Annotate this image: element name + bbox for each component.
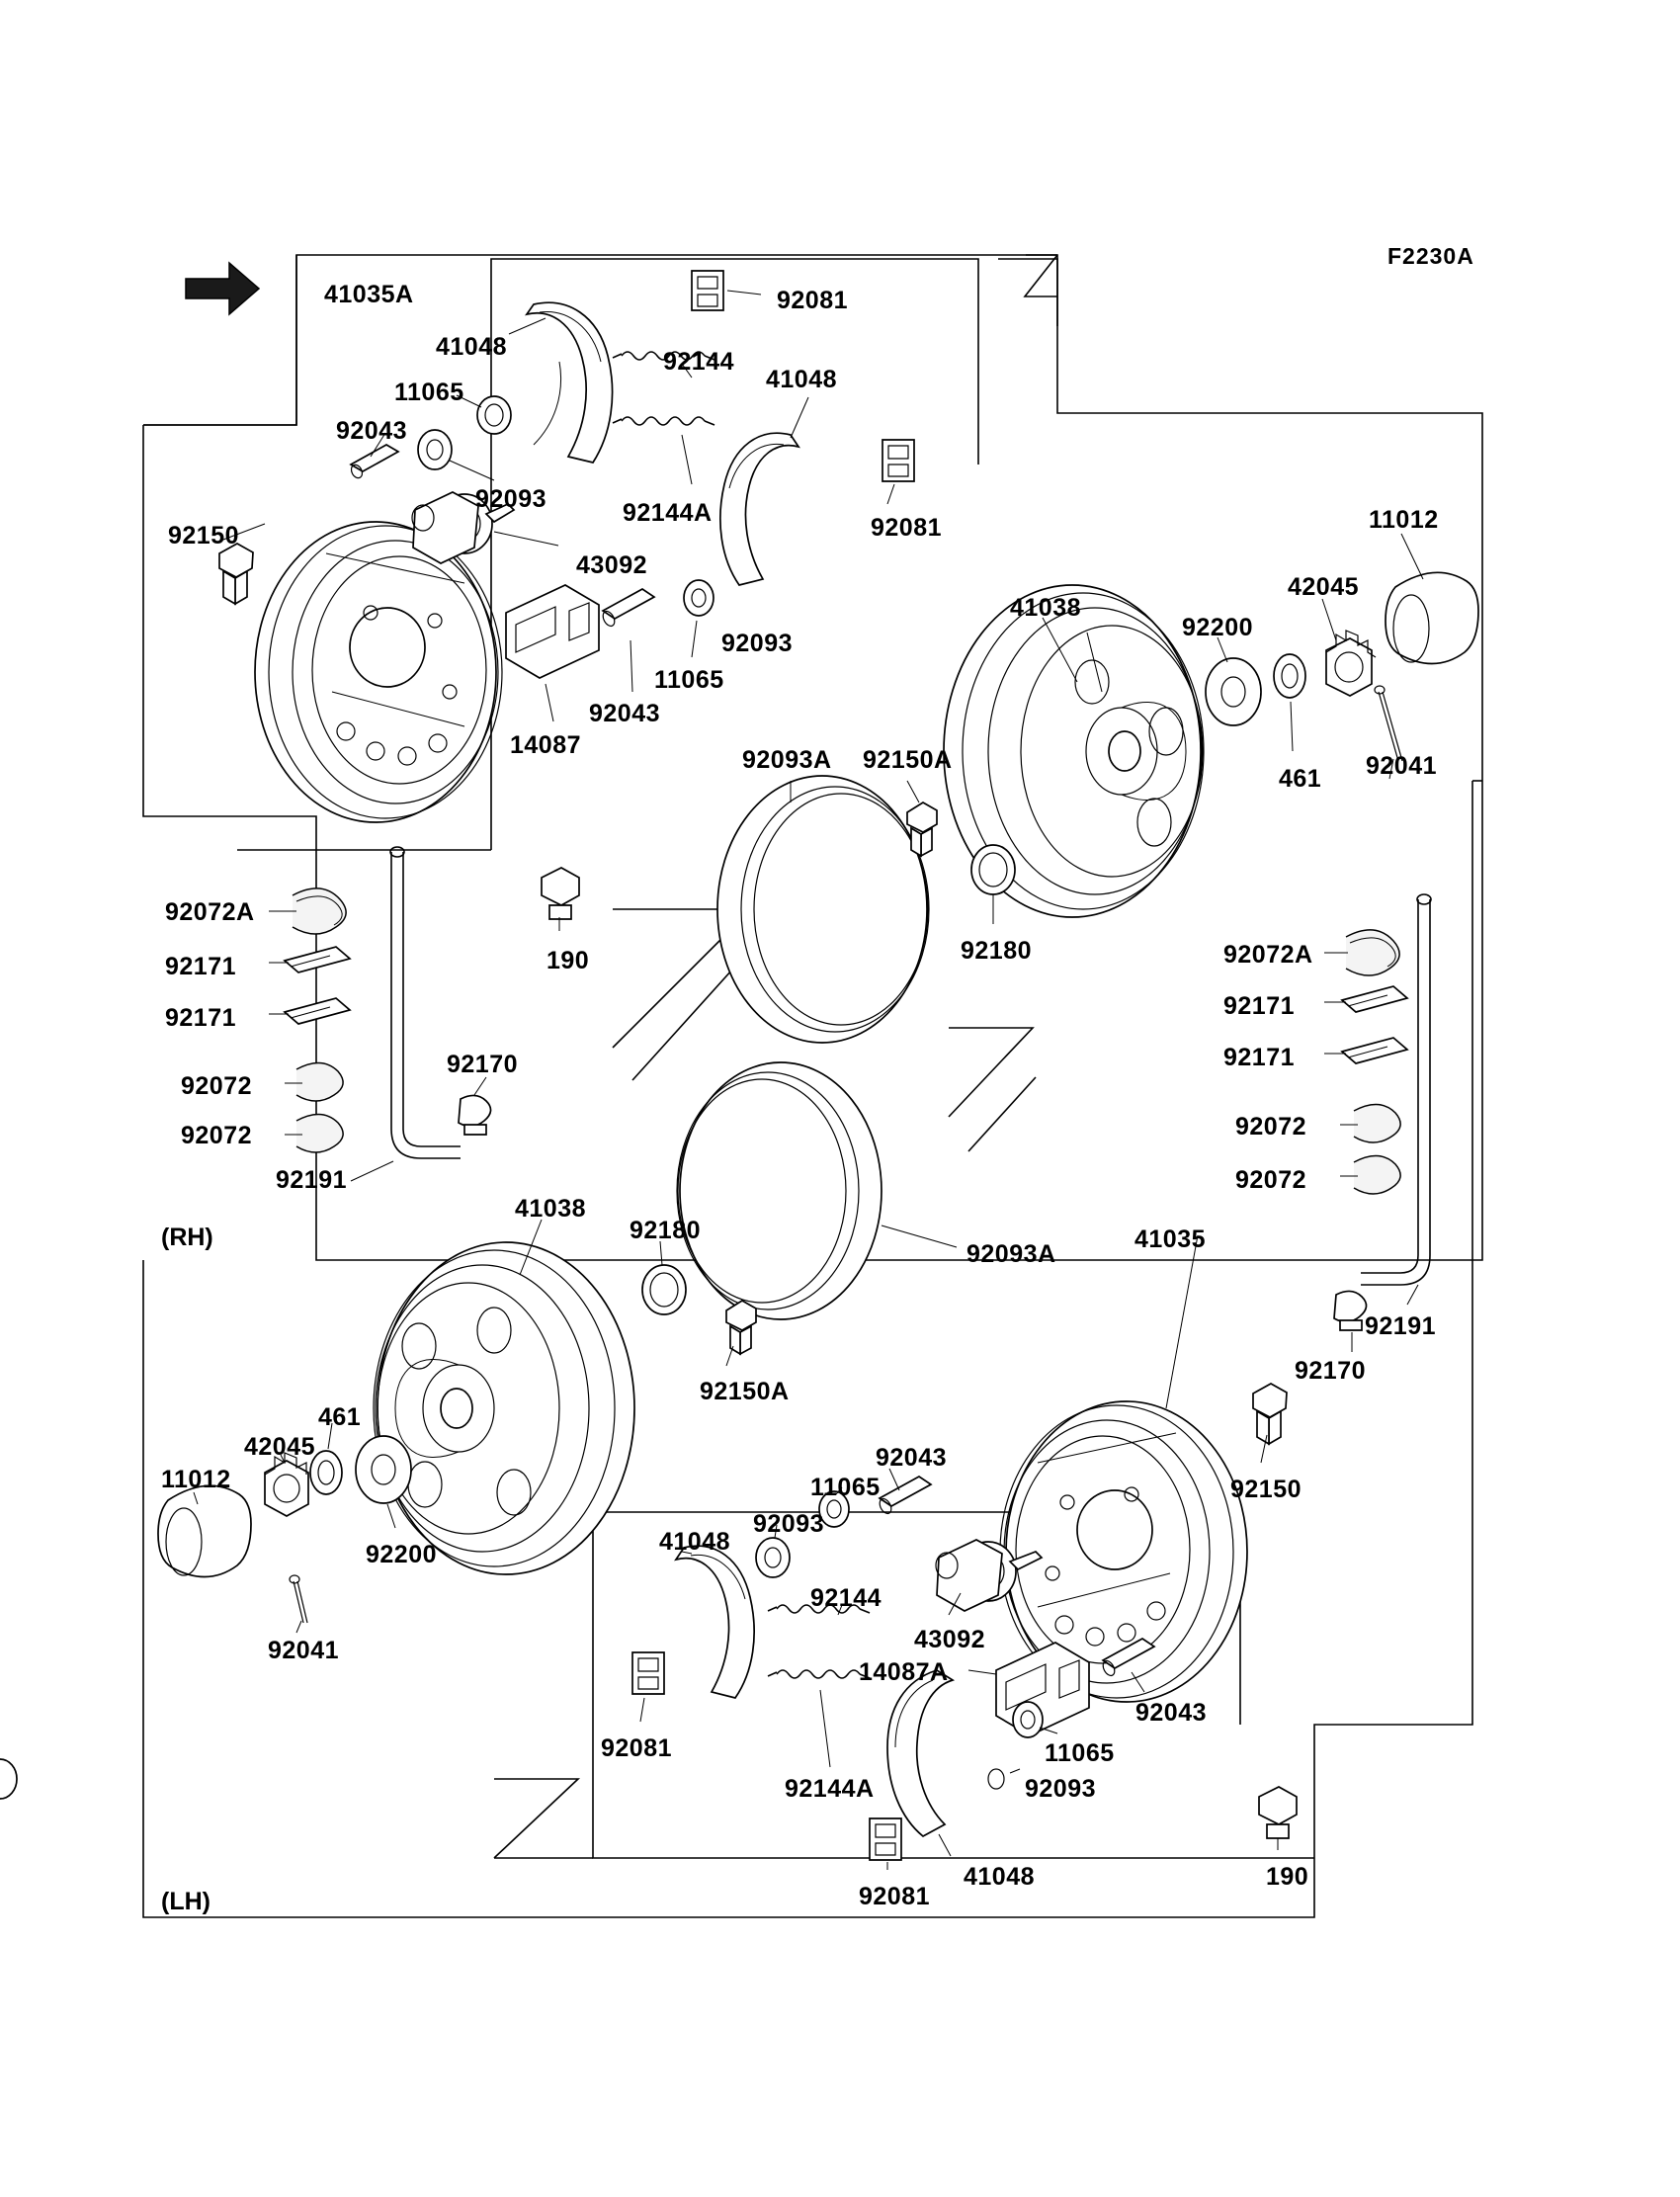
part-label-92093a: 92093A	[742, 746, 832, 774]
part-label-92043: 92043	[336, 417, 408, 445]
part-label-92072: 92072	[181, 1122, 253, 1149]
part-label-11012: 11012	[1369, 506, 1439, 534]
part-label-92170: 92170	[1295, 1357, 1367, 1385]
part-label-461: 461	[1279, 765, 1322, 793]
part-label-92200: 92200	[366, 1541, 438, 1568]
part-label-92041: 92041	[268, 1637, 340, 1664]
part-label-92081: 92081	[859, 1883, 931, 1910]
part-label-190: 190	[546, 947, 590, 974]
part-label-41048: 41048	[659, 1528, 731, 1556]
part-label-11065: 11065	[394, 379, 464, 406]
part-label-41038: 41038	[1010, 594, 1082, 622]
part-label-43092: 43092	[576, 551, 648, 579]
part-label-14087: 14087	[510, 731, 582, 759]
part-label-92150a: 92150A	[863, 746, 953, 774]
part-label-92043: 92043	[589, 700, 661, 727]
part-label-41048: 41048	[766, 366, 838, 393]
part-label-41038: 41038	[515, 1195, 587, 1223]
part-label-92072a: 92072A	[1223, 941, 1313, 969]
part-label-92072: 92072	[181, 1072, 253, 1100]
part-label-92200: 92200	[1182, 614, 1254, 641]
part-label-11065: 11065	[654, 666, 724, 694]
diagram-code: F2230A	[1387, 243, 1474, 269]
part-label-92170: 92170	[447, 1051, 519, 1078]
part-label-92144: 92144	[810, 1584, 882, 1612]
part-label-43092: 43092	[914, 1626, 986, 1653]
part-label-92150a: 92150A	[700, 1378, 790, 1405]
part-label-92171: 92171	[165, 953, 237, 980]
part-label-41035a: 41035A	[324, 281, 414, 308]
part-label-92072a: 92072A	[165, 898, 255, 926]
part-label-92093: 92093	[721, 630, 794, 657]
part-label-92150: 92150	[168, 522, 240, 549]
part-label-11065: 11065	[810, 1474, 881, 1501]
side-label-lh: (LH)	[161, 1888, 210, 1915]
part-label-92081: 92081	[601, 1734, 673, 1762]
part-label-41035: 41035	[1134, 1225, 1207, 1253]
part-label-14087a: 14087A	[859, 1658, 949, 1686]
part-label-92043: 92043	[876, 1444, 948, 1472]
part-label-92171: 92171	[1223, 1044, 1296, 1071]
part-label-92144a: 92144A	[623, 499, 713, 527]
part-label-92072: 92072	[1235, 1113, 1307, 1141]
part-label-92093: 92093	[475, 485, 547, 513]
part-label-92072: 92072	[1235, 1166, 1307, 1194]
part-label-92041: 92041	[1366, 752, 1438, 780]
part-label-41048: 41048	[964, 1863, 1036, 1891]
part-label-92081: 92081	[871, 514, 943, 542]
part-label-92191: 92191	[276, 1166, 348, 1194]
part-label-190: 190	[1266, 1863, 1309, 1891]
part-label-42045: 42045	[244, 1433, 316, 1461]
part-label-92180: 92180	[961, 937, 1033, 965]
part-label-11065: 11065	[1045, 1739, 1115, 1767]
part-label-92093: 92093	[1025, 1775, 1097, 1803]
part-label-92171: 92171	[165, 1004, 237, 1032]
part-label-461: 461	[318, 1403, 362, 1431]
part-label-42045: 42045	[1288, 573, 1360, 601]
part-label-92093a: 92093A	[966, 1240, 1056, 1268]
part-label-92043: 92043	[1135, 1699, 1208, 1727]
part-label-11012: 11012	[161, 1466, 231, 1493]
part-label-41048: 41048	[436, 333, 508, 361]
part-label-92191: 92191	[1365, 1312, 1437, 1340]
part-label-92144: 92144	[663, 348, 735, 376]
part-label-92144a: 92144A	[785, 1775, 875, 1803]
side-label-rh: (RH)	[161, 1224, 213, 1251]
part-label-92180: 92180	[630, 1217, 702, 1244]
part-label-92081: 92081	[777, 287, 849, 314]
part-label-92093: 92093	[753, 1510, 825, 1538]
part-label-92150: 92150	[1230, 1476, 1302, 1503]
part-label-92171: 92171	[1223, 992, 1296, 1020]
front-arrow-label: FRONT	[194, 196, 216, 278]
